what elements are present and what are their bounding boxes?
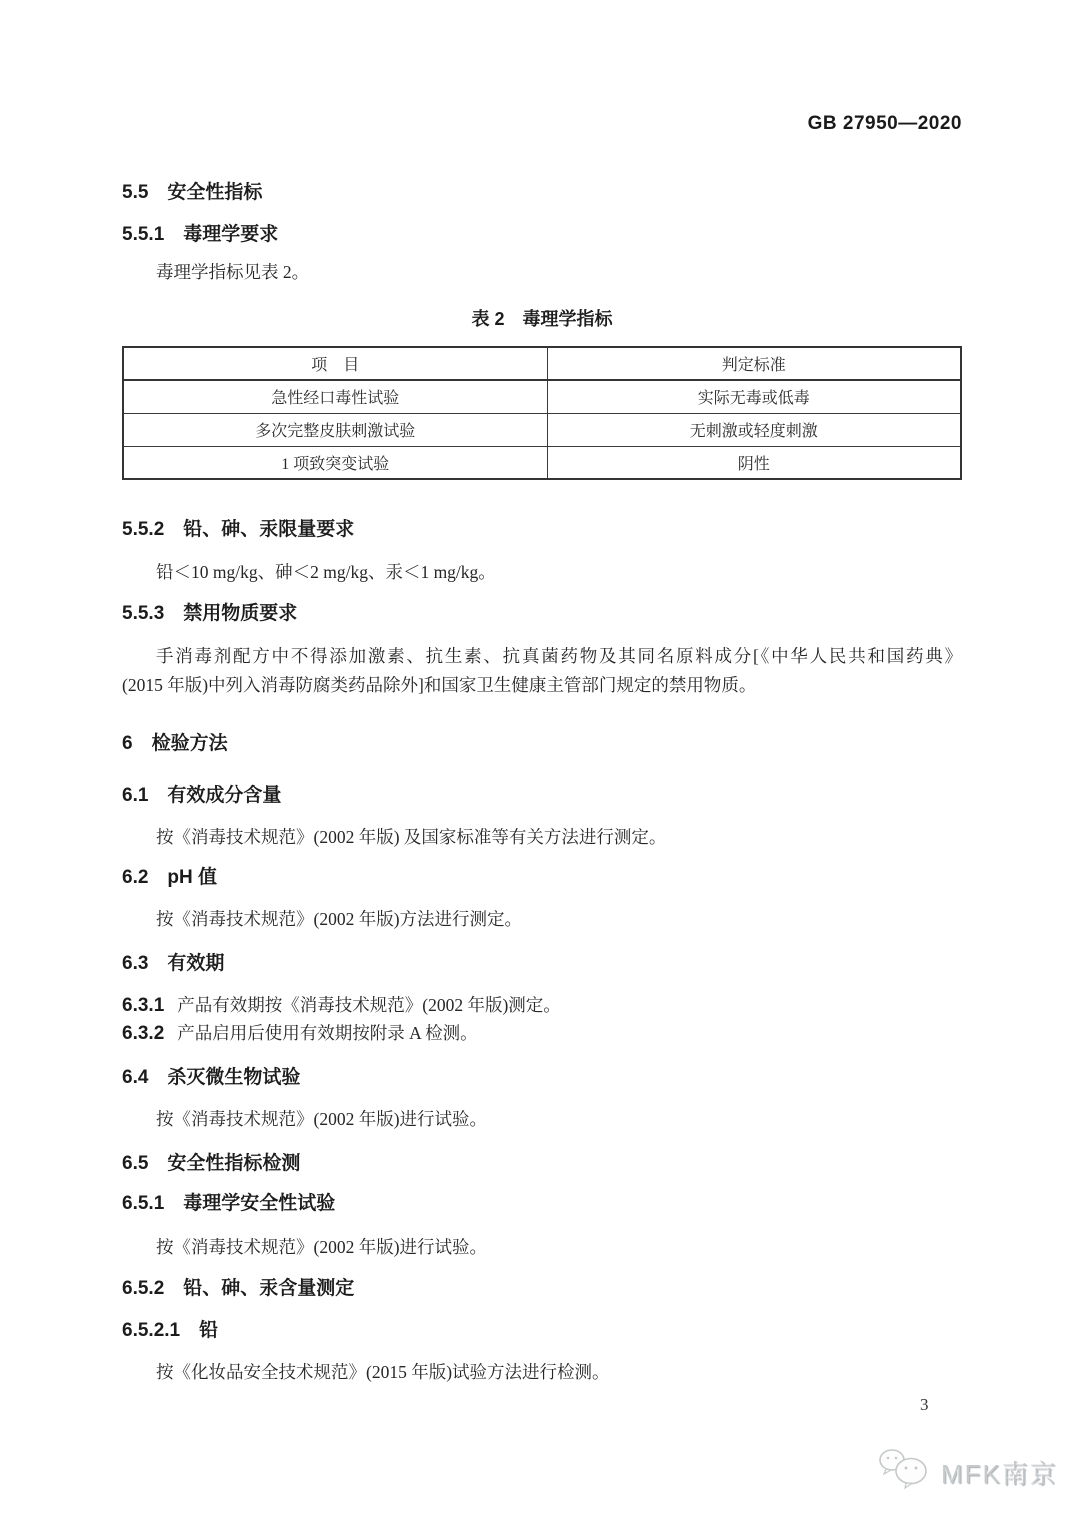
page-number: 3	[920, 1395, 929, 1414]
section-number: 6.5.2.1	[122, 1320, 181, 1341]
wechat-icon	[878, 1448, 932, 1499]
section-title: 检验方法	[151, 733, 228, 754]
table-row	[123, 380, 961, 413]
section-heading-5-5-2	[122, 517, 354, 543]
section-number: 6.3	[122, 953, 149, 974]
section-number: 6.1	[122, 785, 149, 806]
section-number: 6.5	[122, 1153, 149, 1174]
paragraph-prohibited-substances-line2: (2015 年版)中列入消毒防腐类药品除外]和国家卫生健康主管部门规定的禁用物质。	[122, 675, 757, 695]
section-number: 6.5.1	[122, 1193, 165, 1214]
table-header-row	[123, 347, 961, 380]
section-heading-6-1	[122, 783, 281, 809]
clause-number: 6.3.2	[122, 1023, 165, 1044]
table-caption: 表 2 毒理学指标	[471, 309, 613, 329]
section-number: 6.5.2	[122, 1278, 165, 1299]
section-number: 5.5	[122, 182, 149, 203]
table-cell-criterion: 无刺激或轻度刺激	[547, 413, 961, 446]
section-title: 杀灭微生物试验	[167, 1067, 301, 1088]
table-cell-item: 1 项致突变试验	[123, 446, 547, 479]
paragraph-6-2: 按《消毒技术规范》(2002 年版)方法进行测定。	[156, 909, 523, 929]
paragraph-6-5-1: 按《消毒技术规范》(2002 年版)进行试验。	[156, 1237, 488, 1257]
section-title: 铅、砷、汞限量要求	[183, 519, 355, 540]
section-number: 6.4	[122, 1067, 149, 1088]
paragraph-6-4: 按《消毒技术规范》(2002 年版)进行试验。	[156, 1109, 488, 1129]
section-title: 铅	[199, 1320, 219, 1341]
section-number: 5.5.1	[122, 224, 165, 245]
clause-number: 6.3.1	[122, 995, 165, 1016]
section-title: 有效期	[167, 953, 225, 974]
paragraph-heavy-metal-limits: 铅＜10 mg/kg、砷＜2 mg/kg、汞＜1 mg/kg。	[156, 562, 496, 582]
section-heading-6	[122, 731, 228, 757]
section-heading-6-5	[122, 1151, 300, 1177]
section-heading-5-5-3	[122, 601, 297, 627]
section-title: pH 值	[167, 867, 218, 888]
section-heading-5-5-1	[122, 222, 278, 248]
section-title: 禁用物质要求	[183, 603, 298, 624]
paragraph-toxicology-ref: 毒理学指标见表 2。	[156, 262, 310, 282]
section-heading-6-2	[122, 865, 217, 891]
paragraph-prohibited-substances-line1: 手消毒剂配方中不得添加激素、抗生素、抗真菌药物及其同名原料成分[《中华人民共和国药典》	[156, 646, 962, 666]
watermark	[878, 1448, 1058, 1499]
watermark-label: MFK南京	[941, 1458, 1058, 1489]
toxicology-table	[122, 346, 962, 480]
section-heading-6-5-2-1	[122, 1318, 218, 1344]
section-title: 毒理学要求	[183, 224, 279, 245]
section-title: 毒理学安全性试验	[183, 1193, 336, 1214]
section-title: 安全性指标检测	[167, 1153, 301, 1174]
section-heading-6-3	[122, 951, 224, 977]
section-number: 5.5.2	[122, 519, 165, 540]
paragraph-6-1: 按《消毒技术规范》(2002 年版) 及国家标准等有关方法进行测定。	[156, 827, 667, 847]
table-cell-criterion: 实际无毒或低毒	[547, 380, 961, 413]
section-heading-6-4	[122, 1065, 300, 1091]
section-number: 6.2	[122, 867, 149, 888]
section-heading-6-5-2	[122, 1276, 354, 1302]
table-cell-item: 多次完整皮肤刺激试验	[123, 413, 547, 446]
clause-text: 产品有效期按《消毒技术规范》(2002 年版)测定。	[177, 995, 561, 1015]
table-cell-item: 急性经口毒性试验	[123, 380, 547, 413]
table-row	[123, 413, 961, 446]
section-heading-6-5-1	[122, 1191, 335, 1217]
table-col-header-criterion: 判定标准	[547, 347, 961, 380]
clause-6-3-2	[122, 1020, 478, 1047]
table-cell-criterion: 阴性	[547, 446, 961, 479]
clause-text: 产品启用后使用有效期按附录 A 检测。	[177, 1023, 478, 1043]
standard-code: GB 27950—2020	[807, 113, 962, 134]
paragraph-6-5-2-1: 按《化妆品安全技术规范》(2015 年版)试验方法进行检测。	[156, 1362, 610, 1382]
section-title: 有效成分含量	[167, 785, 282, 806]
section-number: 6	[122, 733, 133, 754]
section-heading-5-5	[122, 180, 262, 206]
clause-6-3-1	[122, 992, 561, 1019]
table-col-header-item: 项 目	[123, 347, 547, 380]
section-number: 5.5.3	[122, 603, 165, 624]
section-title: 铅、砷、汞含量测定	[183, 1278, 355, 1299]
table-row	[123, 446, 961, 479]
section-title: 安全性指标	[167, 182, 263, 203]
